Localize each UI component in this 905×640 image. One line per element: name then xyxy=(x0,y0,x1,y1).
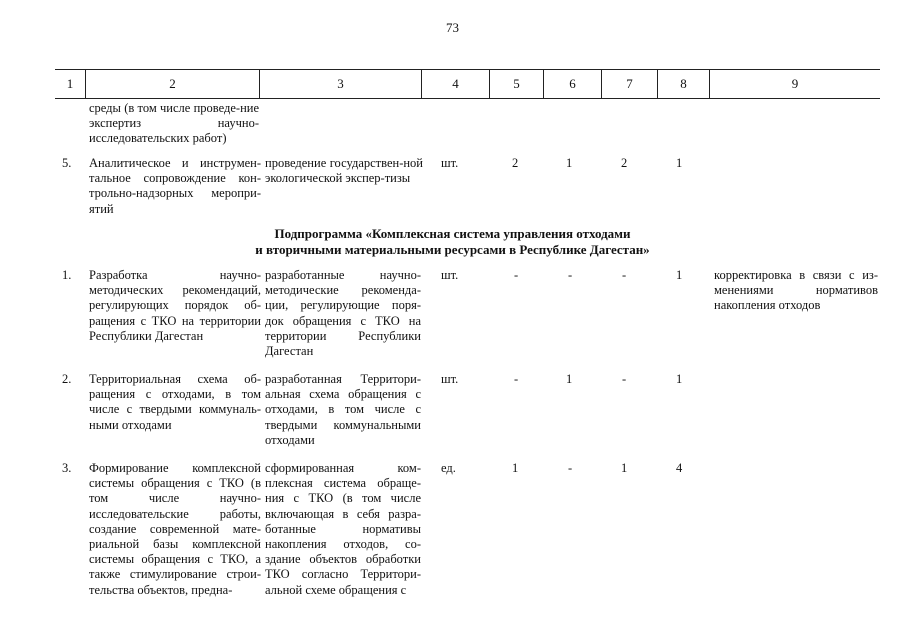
header-col-5: 5 xyxy=(490,70,544,98)
row-value-col6: 1 xyxy=(566,156,573,170)
row-unit: ед. xyxy=(441,461,456,475)
row-value-col6: - xyxy=(568,461,573,475)
row-value-col5: 2 xyxy=(512,156,519,170)
row-indicator: разработанные научно-методические рекоменда-ции, регулирующие поря-док обращения с ТКО на территории Республики Дагестан xyxy=(265,268,421,359)
subprogram-title-line2: и вторичными материальными ресурсами в Республике Дагестан» xyxy=(255,242,650,257)
row-value-col8: 1 xyxy=(676,372,683,386)
row-value-col7: 1 xyxy=(621,461,628,475)
row-value-col8: 1 xyxy=(676,268,683,282)
header-col-9: 9 xyxy=(791,76,799,91)
subprogram-title-line1: Подпрограмма «Комплексная система управления отходами xyxy=(274,226,631,241)
row-number: 1. xyxy=(62,268,72,282)
row-number: 3. xyxy=(62,461,72,475)
subprogram-title xyxy=(0,226,905,258)
row-value-col7: - xyxy=(622,372,627,386)
row-description: Формирование комплексной системы обращения с ТКО (в том числе научно-исследовательские работы, создание современной мате-риальной базы комплексной системы обращения с ТКО, а также стимулирование строи-тельства объектов, предна- xyxy=(89,461,261,597)
header-col-1: 1 xyxy=(55,70,86,98)
row-value-col8: 4 xyxy=(676,461,683,475)
header-col-2: 2 xyxy=(86,70,260,98)
row-number: 2. xyxy=(62,372,72,386)
row-value-col5: - xyxy=(514,372,519,386)
header-col-3: 3 xyxy=(260,70,422,98)
header-col-4: 4 xyxy=(422,70,490,98)
continuation-text: среды (в том числе проведе-ние экспертиз научно-исследовательских работ) xyxy=(89,101,259,146)
table-header-row xyxy=(55,69,880,99)
row-value-col6: 1 xyxy=(566,372,573,386)
row-description: Аналитическое и инструмен-тальное сопровождение кон-трольно-надзорных меропри-ятий xyxy=(89,156,261,216)
page-number: 73 xyxy=(446,20,459,35)
row-indicator: сформированная ком-плексная система обраще-ния с ТКО (в том числе включающая в себя разра-ботанные нормативы накопления отходов, со-здание объектов обработки ТКО согласно Территори-альной схеме обращения с xyxy=(265,461,421,597)
row-indicator: проведение государствен-ной экологической экспер-тизы xyxy=(265,156,423,186)
header-col-8: 8 xyxy=(658,70,710,98)
row-unit: шт. xyxy=(441,372,459,386)
row-description: Разработка научно-методических рекомендаций, регулирующих порядок об-ращения с ТКО на территории Республики Дагестан xyxy=(89,268,261,343)
row-description: Территориальная схема об-ращения с отходами, в том числе с твердыми коммуналь-ными отходами xyxy=(89,372,261,432)
header-col-7: 7 xyxy=(602,70,658,98)
row-number: 5. xyxy=(62,156,72,170)
row-indicator: разработанная Территори-альная схема обращения с отходами, в том числе с твердыми коммунальными отходами xyxy=(265,372,421,447)
row-unit: шт. xyxy=(441,156,459,170)
row-unit: шт. xyxy=(441,268,459,282)
row-value-col5: - xyxy=(514,268,519,282)
row-value-col7: 2 xyxy=(621,156,628,170)
row-note: корректировка в связи с из-менениями нормативов накопления отходов xyxy=(714,268,878,313)
row-value-col7: - xyxy=(622,268,627,282)
row-value-col5: 1 xyxy=(512,461,519,475)
header-col-6: 6 xyxy=(544,70,602,98)
row-value-col6: - xyxy=(568,268,573,282)
row-value-col8: 1 xyxy=(676,156,683,170)
